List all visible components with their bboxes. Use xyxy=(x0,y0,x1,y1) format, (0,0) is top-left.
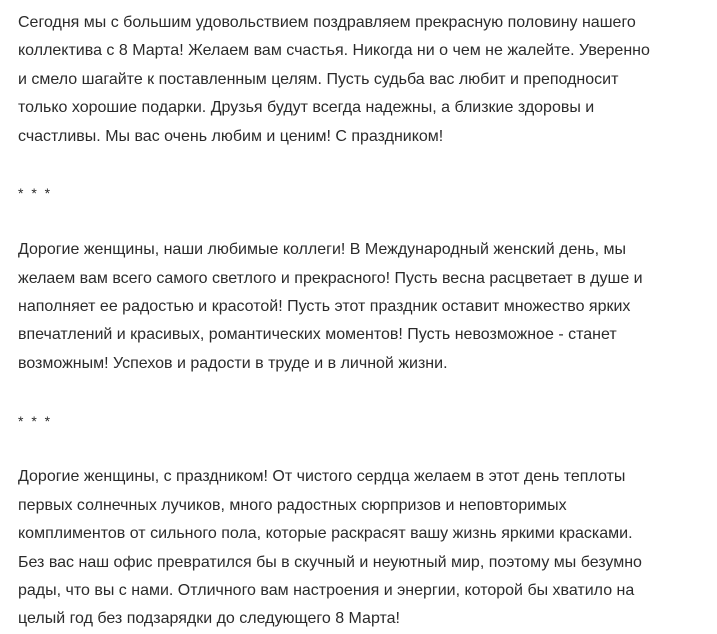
paragraph-line: Сегодня мы с большим удовольствием поздравляем прекрасную половину нашего xyxy=(18,14,636,31)
separator-2: * * * xyxy=(18,412,53,429)
paragraph-line: впечатлений и красивых, романтических моментов! Пусть невозможное - станет xyxy=(18,326,617,344)
paragraph-line: и смело шагайте к поставленным целям. Пусть судьба вас любит и преподносит xyxy=(18,70,619,88)
greeting-paragraph-2 xyxy=(18,236,708,378)
paragraph-line: Дорогие женщины, с праздником! От чистого сердца желаем в этот день теплоты xyxy=(18,468,626,486)
greeting-paragraph-1 xyxy=(18,9,708,151)
paragraph-line: комплиментов от сильного пола, которые раскрасят вашу жизнь яркими красками. xyxy=(18,525,633,543)
paragraph-line: счастливы. Мы вас очень любим и ценим! С праздником! xyxy=(18,127,444,145)
spacer xyxy=(18,151,708,179)
separator-1: * * * xyxy=(18,185,53,202)
paragraph-line: наполняет ее радостью и красотой! Пусть этот праздник оставит множество ярких xyxy=(18,298,631,316)
greeting-paragraph-3 xyxy=(18,463,708,633)
paragraph-line: Дорогие женщины, наши любимые коллеги! В Международный женский день, мы xyxy=(18,241,626,259)
paragraph-line: рады, что вы с нами. Отличного вам настроения и энергии, которой бы хватило на xyxy=(18,582,635,600)
spacer xyxy=(18,208,708,236)
paragraph-line: Без вас наш офис превратился бы в скучный и неуютный мир, поэтому мы безумно xyxy=(18,553,642,571)
spacer xyxy=(18,378,708,406)
spacer xyxy=(18,435,708,463)
paragraph-line: желаем вам всего самого светлого и прекрасного! Пусть весна расцветает в душе и xyxy=(18,269,643,287)
paragraph-line: первых солнечных лучиков, много радостных сюрпризов и неповторимых xyxy=(18,496,567,514)
paragraph-line: коллектива с 8 Марта! Желаем вам счастья. Никогда ни о чем не жалейте. Уверенно xyxy=(18,42,650,60)
paragraph-line: только хорошие подарки. Друзья будут всегда надежны, а близкие здоровы и xyxy=(18,99,595,117)
paragraph-line: целый год без подзарядки до следующего 8 Марта! xyxy=(18,610,400,628)
greetings-document xyxy=(18,0,708,634)
paragraph-line: возможным! Успехов и радости в труде и в личной жизни. xyxy=(18,354,448,372)
